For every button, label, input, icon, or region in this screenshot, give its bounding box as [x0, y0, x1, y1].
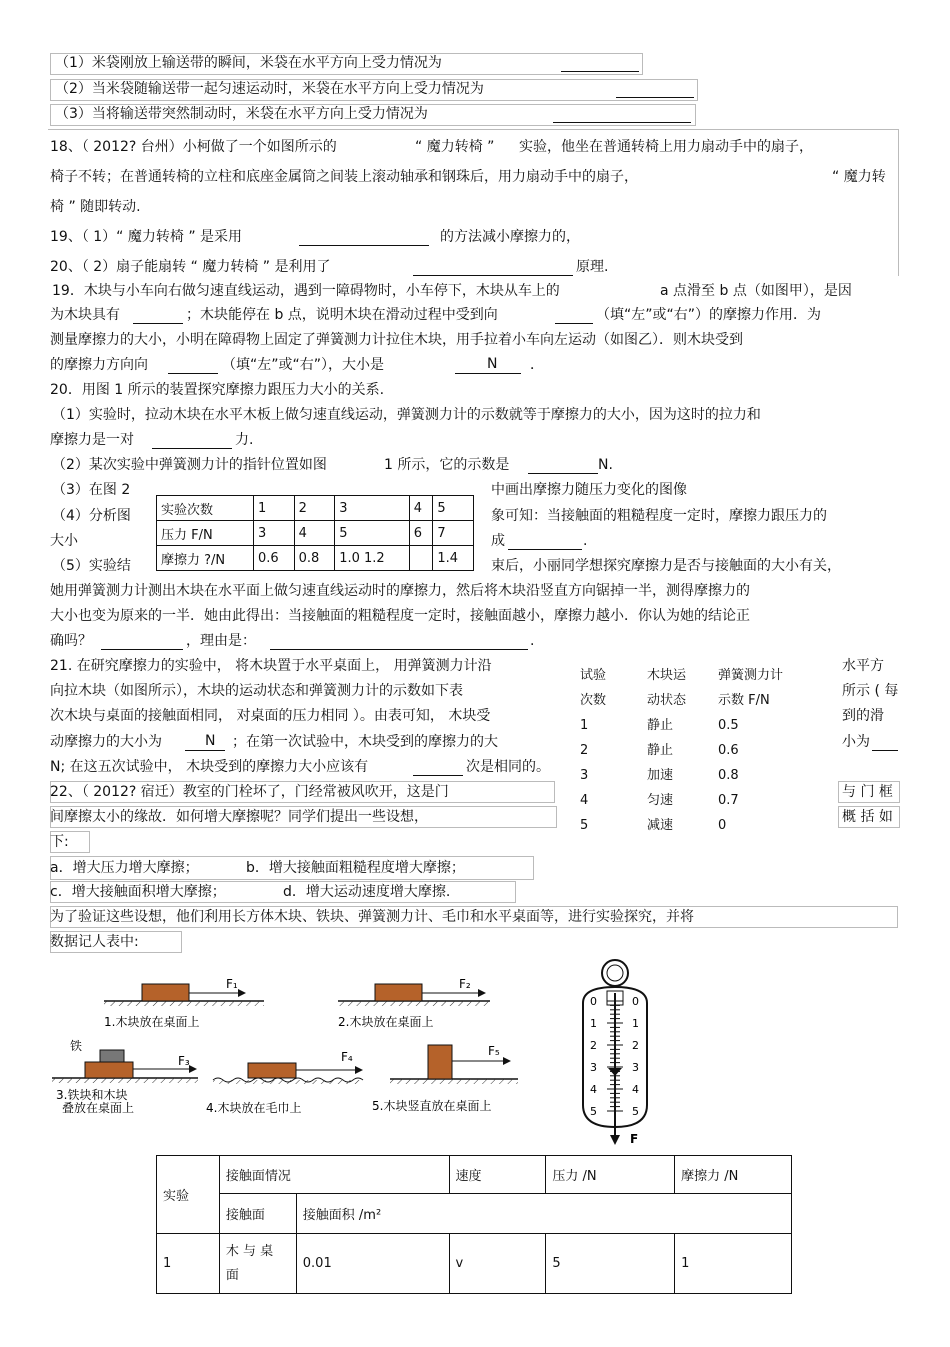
q19-text-7: 的摩擦力方向向: [50, 357, 148, 373]
q20-text-7b: 成: [491, 533, 505, 549]
state-column: [647, 663, 686, 838]
answer-blank[interactable]: [528, 459, 598, 474]
table-cell: 3: [335, 496, 410, 521]
column-header: 接触面: [219, 1194, 296, 1234]
table-cell: 5: [580, 818, 589, 833]
table-cell: 0.7: [718, 793, 739, 808]
table-cell: 0.5: [718, 718, 739, 733]
column-header: 弹簧测力计: [718, 668, 784, 683]
q21-text-4b: ；在第一次试验中，木块受到的摩擦力的大: [232, 734, 498, 750]
caption-3a: 3.铁块和木块: [56, 1088, 128, 1102]
table-cell: 静止: [647, 743, 674, 758]
q18-text-f: 椅 ” 随即转动.: [50, 199, 141, 215]
table-cell: 4: [294, 521, 335, 546]
table-cell: 0: [718, 818, 727, 833]
q18-text-b: “ 魔力转椅 ”: [415, 139, 495, 155]
table-cell: 6: [409, 521, 433, 546]
q20-text-2: （1）实验时，拉动木块在水平木板上做匀速直线运动，弹簧测力计的示数就等于摩擦力的大小，因为这时的拉力和: [52, 407, 761, 423]
q22-option-c: c．增大接触面积增大摩擦；: [50, 884, 226, 900]
table-cell: 减速: [647, 818, 674, 833]
reading-column: [718, 663, 783, 838]
q22-option-a: a．增大压力增大摩擦；: [50, 860, 199, 876]
column-header: 摩擦力 /N: [675, 1156, 792, 1194]
answer-blank[interactable]: [168, 359, 218, 374]
column-header: 速度: [449, 1156, 546, 1194]
table-cell: 1: [157, 1234, 220, 1294]
unit-n: N: [487, 356, 498, 372]
table-cell: 5: [433, 496, 474, 521]
q20-text-4: （2）某次实验中弹簧测力计的指针位置如图: [52, 457, 327, 473]
q22-right-2: 概 括 如: [842, 809, 893, 825]
table-row: [157, 521, 474, 546]
q19-text-1: 19．木块与小车向右做匀速直线运动，遇到一障碍物时，小车停下，木块从车上的: [52, 283, 560, 299]
q22-text-1: 22、（ 2012? 宿迁）教室的门栓坏了，门经常被风吹开，这是门: [50, 784, 449, 800]
scale-label: 0: [632, 995, 639, 1008]
answer-blank[interactable]: [270, 635, 528, 650]
column-header: 接触面积 /m²: [296, 1194, 791, 1234]
iron-label: 铁: [70, 1039, 83, 1053]
table-cell: 2: [580, 743, 589, 758]
period: .: [530, 633, 535, 649]
experiment-figures: [0, 955, 950, 1155]
q22-right-1: 与 门 框: [842, 784, 893, 800]
answer-blank[interactable]: [299, 231, 429, 246]
answer-blank[interactable]: [555, 309, 593, 324]
table-cell: 4: [409, 496, 433, 521]
q20-text-11: 确吗？: [50, 633, 92, 649]
scale-label: 0: [590, 995, 597, 1008]
answer-blank[interactable]: [152, 434, 232, 449]
q21-right-2: 所示 ( 每: [842, 683, 899, 699]
table-cell: 0.8: [718, 768, 739, 783]
table-cell: 5: [546, 1234, 675, 1294]
q20-text-7: 大小: [50, 533, 78, 549]
table-cell: 静止: [647, 718, 674, 733]
table-cell: 匀速: [647, 793, 674, 808]
q21-right-1: 水平方: [842, 658, 884, 674]
q20-text-1: 20．用图 1 所示的装置探究摩擦力跟压力大小的关系.: [50, 382, 385, 398]
q18-text-e: “ 魔力转: [832, 169, 886, 185]
scale-label: 4: [590, 1083, 597, 1096]
q20-text-3b: 力.: [235, 432, 254, 448]
table-cell: 1: [580, 718, 589, 733]
table-cell: 7: [433, 521, 474, 546]
force-label-f1: F₁: [226, 977, 238, 991]
force-label-f5: F₅: [488, 1044, 500, 1058]
figure-3: [52, 1038, 198, 1115]
q22-text-2: 间摩擦太小的缘故．如何增大摩擦呢？同学们提出一些设想，: [50, 809, 428, 825]
table-cell: 1: [254, 496, 295, 521]
q19a-text-2: 的方法减小摩擦力的，: [440, 229, 580, 245]
q22-text-3: 下:: [50, 834, 69, 850]
scale-label: 2: [590, 1039, 597, 1052]
table-cell: 压力 F/N: [157, 521, 254, 546]
q18-text-a: 18、（ 2012? 台州）小柯做了一个如图所示的: [50, 139, 337, 155]
table-cell: 2: [294, 496, 335, 521]
figure-4: [206, 1050, 363, 1115]
answer-blank[interactable]: [553, 108, 691, 123]
table-cell: 摩擦力 ?/N: [157, 546, 254, 571]
table-cell: 木 与 桌 面: [219, 1234, 296, 1294]
table-cell: 5: [335, 521, 410, 546]
column-header: 压力 /N: [546, 1156, 675, 1194]
q21-text-4: 动摩擦力的大小为: [50, 734, 162, 750]
q19-text-8: （填“左”或“右”），大小是: [222, 357, 385, 373]
table-cell: 加速: [647, 768, 674, 783]
q20-text-6b: 象可知：当接触面的粗糙程度一定时，摩擦力跟压力的: [491, 508, 827, 524]
q18-text-c: 实验，他坐在普通转椅上用力扇动手中的扇子，: [519, 139, 813, 155]
answer-blank[interactable]: [101, 635, 183, 650]
data-table: [156, 1155, 792, 1294]
caption-3b: 叠放在桌面上: [62, 1101, 135, 1115]
answer-blank[interactable]: [561, 57, 639, 72]
q21-text-3: 次木块与桌面的接触面相同， 对桌面的压力相同 ）。由表可知， 木块受: [50, 708, 491, 724]
table-cell: 3: [254, 521, 295, 546]
q20-text-9: 她用弹簧测力计测出木块在水平面上做匀速直线运动时的摩擦力，然后将木块沿竖直方向锯掉一半，测得摩擦力的: [50, 583, 750, 599]
answer-blank[interactable]: [872, 736, 898, 751]
q19-text-6: 测量摩擦力的大小，小明在障碍物上固定了弹簧测力计拉住木块，用手拉着小车向左运动（如图乙）．则木块受到: [50, 332, 743, 348]
q20-text-5b: 中画出摩擦力随压力变化的图像: [491, 482, 687, 498]
q19-text-5: （填“左”或“右”）的摩擦力作用．为: [596, 307, 822, 323]
figure-2: [338, 977, 490, 1029]
q20-text-4b: 1 所示，它的示数是: [384, 457, 510, 473]
table-cell: 0.6: [254, 546, 295, 571]
spring-scale: [583, 960, 647, 1146]
q21-right-3: 到的滑: [842, 708, 884, 724]
answer-blank[interactable]: [508, 535, 582, 550]
scale-label: 5: [590, 1105, 597, 1118]
q1-text-2: （2）当米袋随输送带一起匀速运动时，米袋在水平方向上受力情况为: [55, 81, 484, 97]
table-cell: 4: [580, 793, 589, 808]
q1-text-3: （3）当将输送带突然制动时，米袋在水平方向上受力情况为: [55, 106, 428, 122]
column-header: 试验: [580, 668, 607, 683]
column-header: 木块运: [647, 668, 687, 683]
unit-n: N.: [598, 457, 613, 473]
table-cell: 0.6: [718, 743, 739, 758]
table-cell: 0.8: [294, 546, 335, 571]
column-header: 实验: [157, 1156, 220, 1234]
q20a-text-1: 20、（ 2）扇子能扇转 “ 魔力转椅 ” 是利用了: [50, 259, 331, 275]
q20-text-10: 大小也变为原来的一半．她由此得出：当接触面的粗糙程度一定时，接触面越小，摩擦力越小．你认为她的结论正: [50, 608, 750, 624]
scale-label: 2: [632, 1039, 639, 1052]
q22-option-b: b．增大接触面粗糙程度增大摩擦；: [246, 860, 465, 876]
table-cell: [409, 546, 433, 571]
q20-text-6: （4）分析图: [52, 508, 131, 524]
table-cell: 1: [675, 1234, 792, 1294]
q21-right-4: 小为: [842, 734, 870, 750]
table-row: [157, 496, 474, 521]
table-cell: 1.4: [433, 546, 474, 571]
pressure-friction-table: [156, 495, 474, 571]
caption-2: 2.木块放在桌面上: [338, 1015, 434, 1029]
answer-blank[interactable]: [616, 83, 694, 98]
force-label-f2: F₂: [459, 977, 471, 991]
force-label-f4: F₄: [341, 1050, 353, 1064]
period: ．: [530, 357, 544, 373]
table-row: [157, 546, 474, 571]
column-header: 次数: [580, 693, 607, 708]
q19-text-3: 为木块具有: [50, 307, 120, 323]
q20a-text-2: 原理.: [576, 259, 609, 275]
scale-label: 3: [590, 1061, 597, 1074]
arrow-down-icon: [610, 1135, 620, 1145]
q21-text-5b: 次是相同的。: [466, 759, 550, 775]
column-header: 动状态: [647, 693, 687, 708]
q20-text-8b: 束后，小丽同学想探究摩擦力是否与接触面的大小有关，: [491, 558, 841, 574]
q18-text-d: 椅子不转；在普通转椅的立柱和底座金属筒之间装上滚动轴承和钢珠后，用力扇动手中的扇子，: [50, 169, 638, 185]
scale-label: 5: [632, 1105, 639, 1118]
figure-1: [104, 977, 264, 1029]
q1-line-1: [55, 54, 442, 72]
q21-text-2: 向拉木块（如图所示），木块的运动状态和弹簧测力计的示数如下表: [50, 683, 463, 699]
q20-text-8: （5）实验结: [52, 558, 131, 574]
q19a-text-1: 19、（ 1）“ 魔力转椅 ” 是采用: [50, 229, 243, 245]
figure-5: [372, 1044, 518, 1113]
q20-text-3: 摩擦力是一对: [50, 432, 134, 448]
table-cell: v: [449, 1234, 546, 1294]
q22-text-5: 数据记人表中:: [50, 934, 139, 950]
force-label-f3: F₃: [178, 1054, 190, 1068]
q22-text-4: 为了验证这些设想，他们利用长方体木块、铁块、弹簧测力计、毛巾和水平桌面等，进行实验探究，并将: [50, 909, 694, 925]
q19-text-2: a 点滑至 b 点（如图甲），是因: [660, 283, 852, 299]
table-row: [157, 1234, 792, 1294]
table-cell: 0.01: [296, 1234, 449, 1294]
q19-text-4: ；木块能停在 b 点，说明木块在滑动过程中受到向: [186, 307, 498, 323]
caption-4: 4.木块放在毛巾上: [206, 1101, 302, 1115]
trial-column: [580, 663, 606, 838]
scale-label: 1: [632, 1017, 639, 1030]
force-label-f: F: [630, 1132, 639, 1146]
table-row: [157, 1194, 792, 1234]
answer-blank[interactable]: [133, 309, 183, 324]
q1-text-1: （1）米袋刚放上输送带的瞬间，米袋在水平方向上受力情况为: [55, 55, 442, 71]
q21-text-1: 21. 在研究摩擦力的实验中， 将木块置于水平桌面上， 用弹簧测力计沿: [50, 658, 492, 674]
caption-5: 5.木块竖直放在桌面上: [372, 1099, 492, 1113]
scale-label: 1: [590, 1017, 597, 1030]
column-header: 接触面情况: [219, 1156, 449, 1194]
q20-text-5: （3）在图 2: [52, 482, 131, 498]
period: .: [583, 533, 588, 549]
table-row: [157, 1156, 792, 1194]
table-cell: 3: [580, 768, 589, 783]
q21-text-5: N; 在这五次试验中， 木块受到的摩擦力大小应该有: [50, 759, 369, 775]
scale-label: 3: [632, 1061, 639, 1074]
column-header: 示数 F/N: [718, 693, 770, 708]
caption-1: 1.木块放在桌面上: [104, 1015, 200, 1029]
table-cell: 实验次数: [157, 496, 254, 521]
unit-n: N: [205, 733, 216, 749]
answer-blank[interactable]: [413, 261, 573, 276]
q20-text-11b: ，理由是：: [186, 633, 256, 649]
scale-label: 4: [632, 1083, 639, 1096]
answer-blank[interactable]: [413, 761, 463, 776]
q22-option-d: d．增大运动速度增大摩擦.: [283, 884, 451, 900]
table-cell: 1.0 1.2: [335, 546, 410, 571]
